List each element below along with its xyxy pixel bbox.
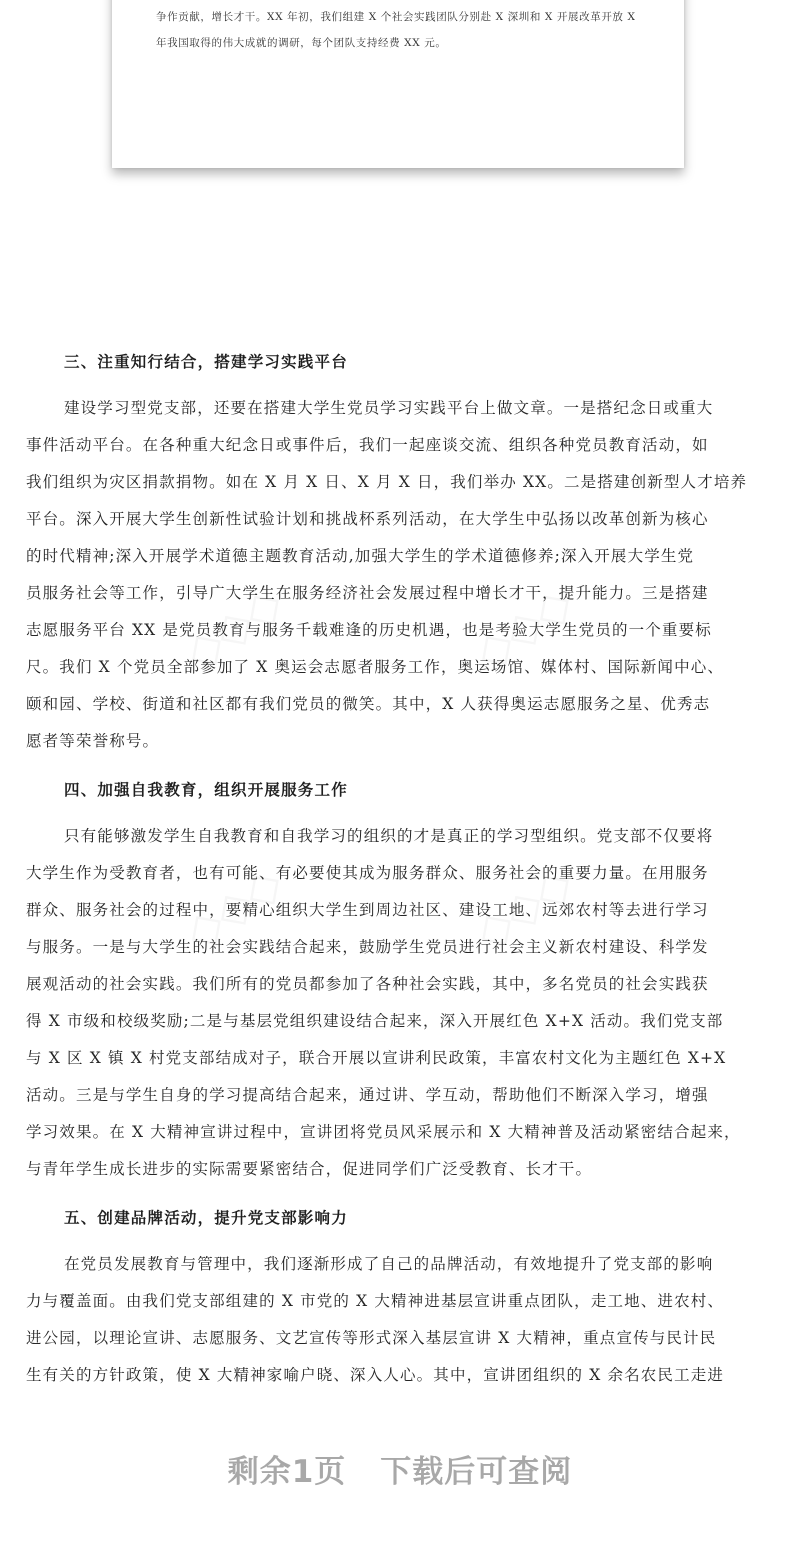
paragraph-line: 群众、服务社会的过程中，要精心组织大学生到周边社区、建设工地、远郊农村等去进行学习 — [26, 901, 709, 919]
paragraph-line: 与 X 区 X 镇 X 村党支部结成对子，联合开展以宣讲利民政策，丰富农村文化为主题红色 X+X — [26, 1049, 727, 1067]
paragraph-line: 颐和园、学校、街道和社区都有我们党员的微笑。其中，X 人获得奥运志愿服务之星、优秀志 — [26, 695, 711, 713]
previous-page-card — [112, 0, 684, 168]
paragraph-line: 只有能够激发学生自我教育和自我学习的组织的才是真正的学习型组织。党支部不仅要将 — [64, 827, 714, 845]
paragraph-line: 建设学习型党支部，还要在搭建大学生党员学习实践平台上做文章。一是搭纪念日或重大 — [64, 399, 714, 417]
card-text-line: 年我国取得的伟大成就的调研，每个团队支持经费 XX 元。 — [156, 37, 447, 49]
download-to-read-more-button[interactable] — [0, 1446, 800, 1491]
paragraph-line: 大学生作为受教育者，也有可能、有必要使其成为服务群众、服务社会的重要力量。在用服务 — [26, 864, 709, 882]
paragraph-line: 员服务社会等工作，引导广大学生在服务经济社会发展过程中增长才干，提升能力。三是搭建 — [26, 584, 709, 602]
section-heading: 五、创建品牌活动，提升党支部影响力 — [64, 1208, 348, 1227]
paragraph-line: 展观活动的社会实践。我们所有的党员都参加了各种社会实践，其中，多名党员的社会实践获 — [26, 975, 709, 993]
card-text-line: 争作贡献，增长才干。XX 年初，我们组建 X 个社会实践团队分别赴 X 深圳和 X 开展改革开放 X — [156, 11, 636, 23]
paragraph-line: 得 X 市级和校级奖励;二是与基层党组织建设结合起来，深入开展红色 X+X 活动。我们党支部 — [26, 1012, 724, 1030]
remaining-pages-label: 剩余1页 — [227, 1454, 347, 1490]
paragraph-line: 活动。三是与学生自身的学习提高结合起来，通过讲、学互动，帮助他们不断深入学习，增强 — [26, 1086, 709, 1104]
paragraph-line: 与青年学生成长进步的实际需要紧密结合，促进同学们广泛受教育、长才干。 — [26, 1160, 593, 1178]
download-prompt-label: 下载后可查阅 — [380, 1454, 573, 1490]
paragraph-line: 力与覆盖面。由我们党支部组建的 X 市党的 X 大精神进基层宣讲重点团队，走工地、进农村、 — [26, 1292, 725, 1310]
paragraph-line: 在党员发展教育与管理中，我们逐渐形成了自己的品牌活动，有效地提升了党支部的影响 — [64, 1255, 714, 1273]
paragraph-line: 志愿服务平台 XX 是党员教育与服务千载难逢的历史机遇，也是考验大学生党员的一个重要标 — [26, 621, 712, 639]
paragraph-line: 尺。我们 X 个党员全部参加了 X 奥运会志愿者服务工作，奥运场馆、媒体村、国际新闻中心、 — [26, 658, 725, 676]
section-heading: 四、加强自我教育，组织开展服务工作 — [64, 780, 348, 799]
paragraph-line: 的时代精神;深入开展学术道德主题教育活动,加强大学生的学术道德修养;深入开展大学生党 — [26, 547, 695, 565]
paragraph-line: 学习效果。在 X 大精神宣讲过程中，宣讲团将党员风采展示和 X 大精神普及活动紧密结合起来， — [26, 1123, 741, 1141]
paragraph-line: 进公园，以理论宣讲、志愿服务、文艺宣传等形式深入基层宣讲 X 大精神，重点宣传与民计民 — [26, 1329, 717, 1347]
paragraph-line: 事件活动平台。在各种重大纪念日或事件后，我们一起座谈交流、组织各种党员教育活动，如 — [26, 436, 709, 454]
paragraph-line: 与服务。一是与大学生的社会实践结合起来，鼓励学生党员进行社会主义新农村建设、科学发 — [26, 938, 709, 956]
paragraph-line: 平台。深入开展大学生创新性试验计划和挑战杯系列活动，在大学生中弘扬以改革创新为核心 — [26, 510, 709, 528]
paragraph-line: 生有关的方针政策，使 X 大精神家喻户晓、深入人心。其中，宣讲团组织的 X 余名农民工走进 — [26, 1366, 725, 1384]
section-heading: 三、注重知行结合，搭建学习实践平台 — [64, 352, 348, 371]
paragraph-line: 我们组织为灾区捐款捐物。如在 X 月 X 日、X 月 X 日，我们举办 XX。二是搭建创新型人才培养 — [26, 473, 748, 491]
paragraph-line: 愿者等荣誉称号。 — [26, 732, 160, 750]
